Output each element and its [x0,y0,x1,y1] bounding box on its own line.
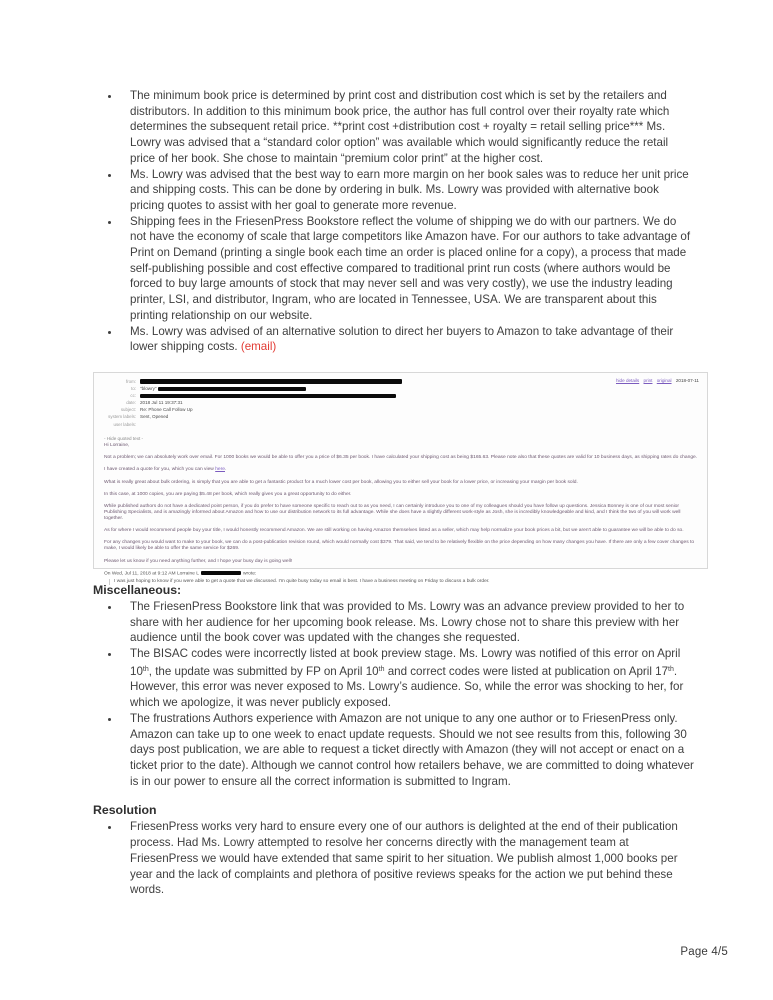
bullet-item [121,711,695,790]
quoted-message-attribution: On Wed, Jul 11, 2018 at 9:12 AM Lorraine L wrote: [104,571,257,577]
email-paragraph: For any changes you would want to make to your book, we can do a post-publication revision round, which would normally cost $379. That said, we tend to be relatively flexible on the price depending on how many changes you have. If there are only a few cover changes to make, I would likely be able to offer the same service for $269. [104,540,695,552]
email-header-row-from [104,378,699,385]
page-content [93,88,699,898]
bullet-item [121,819,695,898]
email-header-row-to [104,385,699,392]
bullet-text: FriesenPress works very hard to ensure every one of our authors is delighted at the end of their publication process. Had Ms. Lowry attempted to resolve her concerns directly with the management team at FriesenPress we would have extended that same spirit to her situation. We publish almost 1,000 books per year and the lack of complaints and plethora of positive reviews speaks for the action we put behind these words. [130,820,678,897]
bullet-item [121,214,695,324]
bullet-item [121,599,695,646]
email-paragraph: While published authors do not have a dedicated point person, if you do prefer to have someone specific to reach out to as you need, I can certainly introduce you to one of my colleagues should you have follow up questions. Jessica Bonney is one of our most senior Publishing Specialists, and is amazingly informed about Amazon and how to use our distribution network to its full advantage. While she does have a slightly different work-style as Josh, she is incredibly knowledgeable and kind, and I think the two of you will work well together. [104,504,681,522]
bullet-text: Shipping fees in the FriesenPress Bookstore reflect the volume of shipping we do with our partners. We do not have the economy of scale that large competitors like Amazon have. For our authors to take advantage of Print on Demand (printing a single book each time an order is placed online for a copy), a process that made self-publishing possible and cost effective compared to traditional print run costs (where authors would be forced to buy large amounts of stock that may never sell and was very costly), we use the industry leading printer, LSI, and distributor, Ingram, who are located in Tennessee, USA. We are transparent about this printing relationship on our website. [130,214,691,322]
from-label: from: [125,378,136,384]
redaction-bar [140,394,396,399]
hide-quoted-text-toggle[interactable]: - Hide quoted text - [104,435,144,441]
intro-bullet-list [93,88,695,355]
email-paragraph: In this case, at 1000 copies, you are paying $5.48 per book, which really gives you a great opportunity to do either. [104,491,352,497]
redaction-bar [140,379,402,384]
date-label: date: [126,400,136,406]
email-paragraph: Not a problem; we can absolutely work over email. For 1000 books we would be able to offer you a price of $6.35 per book. I have calculated your shipping cost as being $165.63. Please note also that these quotes are valid for 10 business days, as shipping rates do change. [104,455,698,461]
bullet-text: Ms. Lowry was advised that the best way to earn more margin on her book sales was to reduce her unit price and shipping costs. This can be done by ordering in bulk. Ms. Lowry was provided with alternative book pricing quotes to assist with her goal to generate more revenue. [130,167,689,212]
to-label: to: [131,386,136,392]
ordinal-superscript: th [378,665,385,673]
bullet-item: • The BISAC codes were incorrectly listed at book preview stage. Ms. Lowry was notified of this error on April 10th, the update was submitted by FP on April 10th and correct codes were listed at publication on April 17th. However, this error was never exposed to Ms. Lowry’s audience. So, while the error was shocking to her, for which we apologize, it was never publicly exposed. [121,646,695,711]
bullet-text: The frustrations Authors experience with Amazon are not unique to any one author or to FriesenPress only. Amazon can take up to one week to enact update requests. Should we not see results from this, following 30 days post publication, we are able to request a ticket directly with Amazon (they will not accept or enact on a ticket prior to the date). Although we cannot control how retailers behave, we are committed to doing whatever is in our power to ensure all the correct information is submitted to Ingram. [130,711,694,788]
system-labels-value: Sent, Opened [140,414,169,420]
email-header-row-user-labels [104,421,699,428]
cc-label: cc: [130,393,136,399]
email-header-row-date [104,399,699,406]
ordinal-superscript: th [668,665,674,673]
email-greeting: Hi Lorraine, [104,443,130,449]
subject-value: Re: Phone Call Follow Up [140,407,193,413]
miscellaneous-bullet-list [93,599,695,789]
resolution-section [93,802,695,898]
email-action-links [616,378,699,383]
email-paragraph: Please let us know if you need anything further, and I hope your busy day is going well! [104,558,293,564]
resolution-bullet-list [93,819,695,898]
to-value: "blowry" [140,386,157,392]
email-header-row-cc [104,392,699,399]
hide-details-link[interactable]: hide details [615,377,640,383]
original-link[interactable]: original [656,377,672,383]
bullet-text: The minimum book price is determined by print cost and distribution cost which is set by the retailers and distributors. In addition to this minimum book price, the author has full control over their royalty rate which determines the subsequent retail price. **print cost +distribution cost + royalty = retail selling price*** Ms. Lowry was advised that a “standard color option” was available which would significantly reduce the retail price of her book. She chose to maintain “premium color print” at the higher cost. [130,89,670,165]
embedded-email-screenshot [93,372,708,584]
bullet-item [121,167,695,214]
date-value: 2018 Jul 11 19:37:31 [140,400,183,406]
email-date-short: 2018-07-11 [675,377,699,383]
print-link[interactable]: print [643,377,653,383]
bullet-item [121,324,695,355]
email-body [104,443,699,565]
quote-here-link[interactable]: here [215,467,225,473]
email-header-row-system-labels [104,413,699,420]
email-reference-highlight: (email) [240,340,277,354]
email-paragraph: As for where I would recommend people buy your title, I would honestly recommend Amazon. We are still working on having Amazon themselves listed as a seller, which may help normalize your book prices a bit, but we aren't able to guarantee we will be able to do so. [104,528,684,534]
ordinal-superscript: th [142,665,149,673]
miscellaneous-heading: Miscellaneous: [93,582,182,597]
quoted-message-text: I was just hoping to know if you were able to get a quote that we discussed. I'm quite busy today so email is best. I have a business meeting on Friday to discuss a bulk order. [109,579,699,585]
email-header-row-subject [104,406,699,413]
bullet-item [121,88,695,167]
subject-label: subject: [120,407,136,413]
miscellaneous-section [93,582,695,789]
user-labels-label: user labels: [113,421,136,427]
email-paragraph: I have created a quote for you, which you can view here. [104,467,227,473]
bullet-text: The FriesenPress Bookstore link that was provided to Ms. Lowry was an advance preview provided to her to share with her audience for her upcoming book release. Ms. Lowry chose not to share this preview with her audience until the book cover was updated with the changes she requested. [130,599,685,645]
redaction-bar [201,571,241,576]
bullet-text: Ms. Lowry was advised of an alternative solution to direct her buyers to Amazon to take advantage of their lower shipping costs. [130,324,674,354]
system-labels-label: system labels: [108,414,136,420]
resolution-heading: Resolution [93,803,157,818]
page-number: Page 4/5 [680,946,728,958]
email-paragraph: What is really great about bulk ordering, is simply that you are able to get a fantastic product for a much lower cost per book, allowing you to either sell your book for a lower price, or increasing your margin per book sold. [104,479,578,485]
redaction-bar [158,387,306,392]
